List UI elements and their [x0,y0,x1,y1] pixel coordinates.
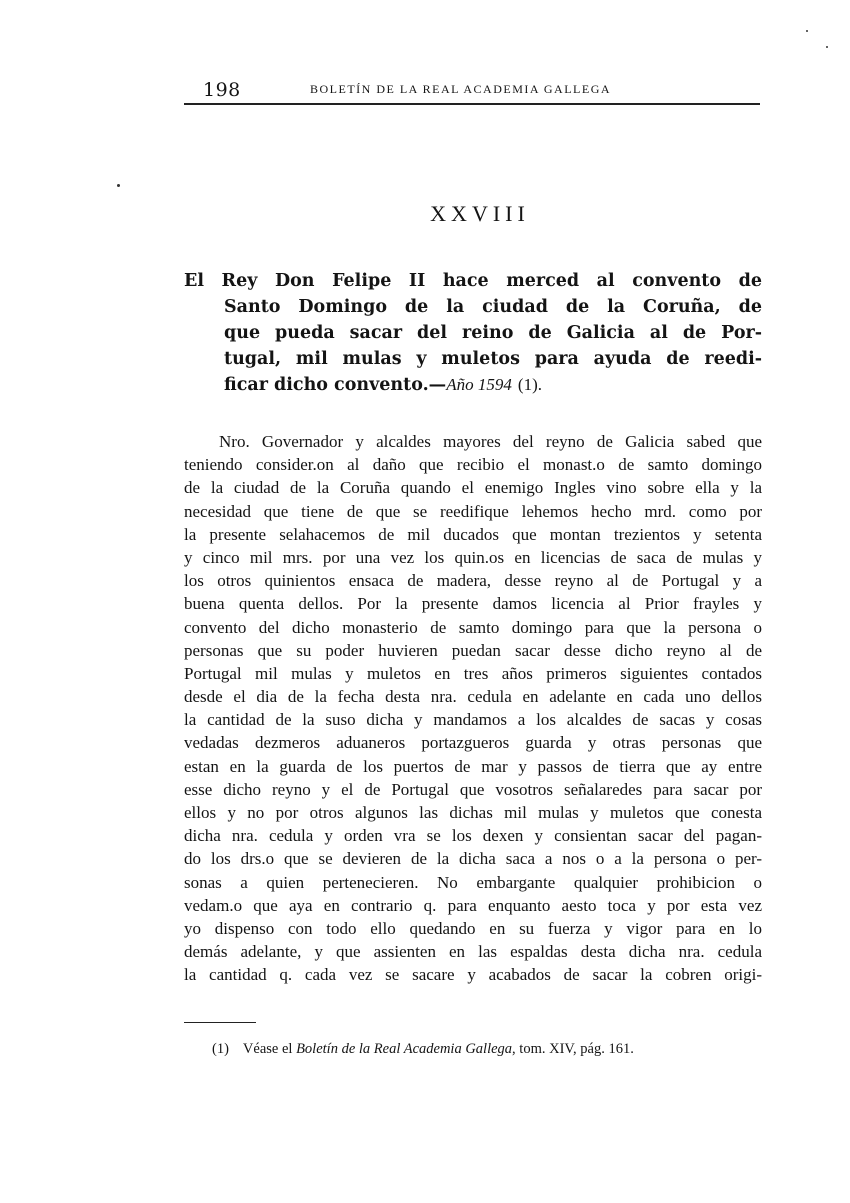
body-line: demás adelante, y que assienten en las espaldas desta dicha nra. cedula [184,942,762,962]
document-number: XXVIII [430,201,530,226]
body-line: esse dicho reyno y el de Portugal que vosotros señalaredes para sacar por [184,779,762,799]
title-line: tugal, mil mulas y muletos para ayuda de reedi- [224,349,762,369]
body-line: dicha nra. cedula y orden vra se los dexen y consientan sacar del pagan- [184,826,762,846]
running-head: BOLETÍN DE LA REAL ACADEMIA GALLEGA [310,82,612,96]
scan-speck [826,46,828,48]
page-number: 198 [203,79,241,101]
body-line: necesidad que tiene de que se reedifique lehemos hecho mrd. como por [184,501,762,521]
body-line: y cinco mil mrs. por una vez los quin.os en licencias de saca de mulas y [184,547,762,567]
title-line: que pueda sacar del reino de Galicia al de Por- [224,323,762,343]
body-line: buena quenta dellos. Por la presente damos licencia al Prior frayles y [184,594,762,614]
body-line: de la ciudad de la Coruña quando el enemigo Ingles vino sobre ella y la [184,478,762,498]
footnote-prefix: Véase el [242,1041,297,1057]
footnote-journal: Boletín de la Real Academia Gallega [296,1041,513,1057]
scan-speck [117,184,120,187]
body-line: la cantidad de la suso dicha y mandamos a los alcaldes de sacas y cosas [184,710,762,730]
body-line: Nro. Governador y alcaldes mayores del reyno de Galicia sabed que [219,432,762,451]
title-line-last [184,372,762,398]
body-line: Portugal mil mulas y muletos en tres años primeros siguientes contados [184,663,762,683]
footnote [212,1041,762,1058]
footnote-suffix: , tom. XIV, pág. 161. [512,1041,634,1057]
title-line: ficar dicho convento.— [224,375,447,395]
body-line: teniendo consider.on al daño que recibio el monast.o de samto domingo [184,455,762,475]
document-date: Año 1594 [446,375,512,394]
body-line: vedadas dezmeros aduaneros portazgueros guarda y otras personas que [184,733,762,753]
header-rule [184,103,760,105]
body-line: estan en la guarda de los puertos de mar y passos de tierra que ay entre [184,756,762,776]
body-line: ellos y no por otros algunos las dichas mil mulas y muletos que conesta [184,803,762,822]
body-line: desde el dia de la fecha desta nra. cedula en adelante en cada uno dellos [184,687,762,707]
footnote-number: (1) [212,1041,229,1057]
body-line: vedam.o que aya en contrario q. para enquanto aesto toca y por esta vez [184,895,762,915]
scan-speck [806,30,808,32]
title-line: El Rey Don Felipe II hace merced al convento de [184,271,762,291]
document-title [184,268,762,398]
body-line: do los drs.o que se devieren de la dicha saca a nos o a la persona o per- [184,849,762,869]
footnote-reference: (1). [517,375,542,394]
body-line: convento del dicho monasterio de samto domingo para que la persona o [184,617,762,637]
body-text [184,430,762,987]
title-line: Santo Domingo de la ciudad de la Coruña, de [224,297,762,317]
body-line: sonas a quien pertenecieren. No embargante qualquier prohibicion o [184,872,762,892]
body-line: personas que su poder huvieren puedan sacar desse dicho reyno al de [184,640,762,660]
body-line: la presente selahacemos de mil ducados que montan trezientos y setenta [184,524,762,544]
body-line: la cantidad q. cada vez se sacare y acabados de sacar la cobren origi- [184,965,762,985]
body-line: yo dispenso con todo ello quedando en su fuerza y vigor para en lo [184,918,762,938]
footnote-rule [184,1022,256,1023]
body-line: los otros quinientos ensaca de madera, desse reyno al de Portugal y a [184,571,762,591]
